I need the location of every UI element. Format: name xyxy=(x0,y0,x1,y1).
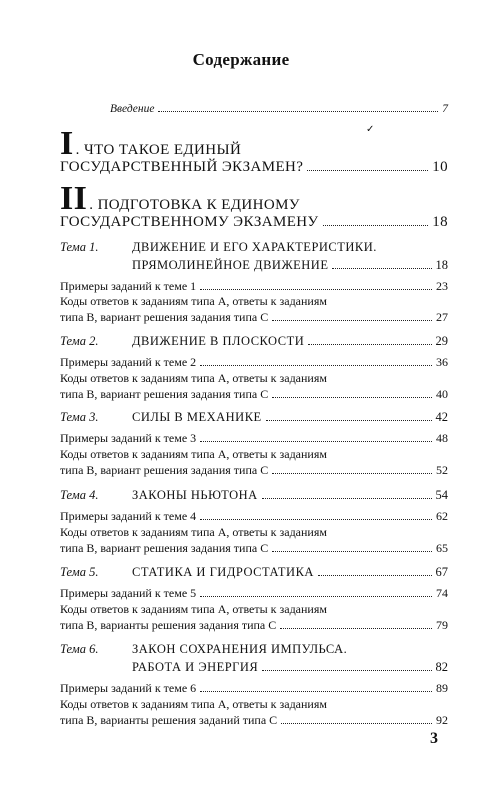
codes-label: типа В, вариант решения задания типа С xyxy=(60,463,269,477)
part2-line2: ГОСУДАРСТВЕННОМУ ЭКЗАМЕНУ xyxy=(60,214,319,230)
topic-page: 54 xyxy=(435,488,448,502)
topic-page: 67 xyxy=(435,565,448,579)
topic-5-codes-line1: Коды ответов к заданиям типа А, ответы к заданиям xyxy=(60,602,327,616)
topic-label: Тема 3. xyxy=(60,410,99,424)
examples-label: Примеры заданий к теме 2 xyxy=(60,355,197,369)
topic-5-examples xyxy=(60,586,448,601)
examples-page: 23 xyxy=(436,279,448,293)
dot-leader xyxy=(266,420,432,421)
topic-3-examples xyxy=(60,431,448,446)
examples-label: Примеры заданий к теме 4 xyxy=(60,509,197,523)
codes-label: типа В, вариант решения задания типа С xyxy=(60,541,269,555)
part1-page: 10 xyxy=(432,159,448,175)
examples-label: Примеры заданий к теме 1 xyxy=(60,279,197,293)
topic-2-entry xyxy=(60,334,448,349)
examples-page: 36 xyxy=(436,355,448,369)
page-number: 3 xyxy=(430,730,438,747)
topic-title-line1: ЗАКОН СОХРАНЕНИЯ ИМПУЛЬСА. xyxy=(132,642,348,656)
codes-label: типа В, вариант решения задания типа С xyxy=(60,387,269,401)
dot-leader xyxy=(272,551,432,552)
topic-title: СИЛЫ В МЕХАНИКЕ xyxy=(132,410,262,424)
examples-page: 62 xyxy=(436,509,448,523)
page-title: Содержание xyxy=(192,50,290,69)
toc-entry-intro xyxy=(110,103,448,115)
topic-6-heading xyxy=(60,642,347,657)
part1-line1: . ЧТО ТАКОЕ ЕДИНЫЙ xyxy=(75,142,242,158)
codes-label: типа В, вариант решения задания типа С xyxy=(60,310,269,324)
dot-leader xyxy=(308,344,431,345)
toc-entry-part2 xyxy=(60,214,448,231)
part1-line2: ГОСУДАРСТВЕННЫЙ ЭКЗАМЕН? xyxy=(60,159,304,175)
dot-leader xyxy=(200,365,432,366)
part1-roman: I xyxy=(60,125,74,162)
dot-leader xyxy=(262,670,431,671)
topic-1-heading xyxy=(60,240,377,255)
part2-page: 18 xyxy=(432,214,448,230)
topic-4-examples xyxy=(60,509,448,524)
topic-5-codes xyxy=(60,618,448,633)
topic-3-codes-line1: Коды ответов к заданиям типа А, ответы к заданиям xyxy=(60,447,327,461)
topic-1-codes xyxy=(60,310,448,325)
dot-leader xyxy=(200,441,432,442)
part2-roman: II xyxy=(60,180,88,217)
topic-2-examples xyxy=(60,355,448,370)
codes-page: 92 xyxy=(436,713,448,727)
topic-6-codes-line1: Коды ответов к заданиям типа А, ответы к заданиям xyxy=(60,697,327,711)
topic-label: Тема 6. xyxy=(60,642,99,656)
codes-page: 27 xyxy=(436,310,448,324)
topic-6-entry xyxy=(132,660,448,675)
codes-label: типа В, варианты решения заданий типа С xyxy=(60,713,278,727)
topic-5-entry xyxy=(60,565,448,580)
dot-leader xyxy=(318,575,432,576)
dot-leader xyxy=(200,596,432,597)
examples-label: Примеры заданий к теме 6 xyxy=(60,681,197,695)
dot-leader xyxy=(158,111,438,112)
dot-leader xyxy=(262,498,432,499)
examples-page: 89 xyxy=(436,681,448,695)
codes-page: 40 xyxy=(436,387,448,401)
topic-4-entry xyxy=(60,488,448,503)
toc-entry-part1 xyxy=(60,159,448,176)
examples-label: Примеры заданий к теме 3 xyxy=(60,431,197,445)
dot-leader xyxy=(332,268,431,269)
intro-page: 7 xyxy=(442,103,448,115)
topic-title: ЗАКОНЫ НЬЮТОНА xyxy=(132,488,258,502)
dot-leader xyxy=(307,170,428,171)
topic-2-codes xyxy=(60,387,448,402)
topic-3-codes xyxy=(60,463,448,478)
topic-label: Тема 5. xyxy=(60,565,99,579)
part1-heading xyxy=(60,127,241,161)
codes-page: 65 xyxy=(436,541,448,555)
topic-6-codes xyxy=(60,713,448,728)
topic-4-codes xyxy=(60,541,448,556)
topic-1-examples xyxy=(60,279,448,294)
topic-label: Тема 4. xyxy=(60,488,99,502)
topic-4-codes-line1: Коды ответов к заданиям типа А, ответы к заданиям xyxy=(60,525,327,539)
dot-leader xyxy=(200,289,432,290)
dot-leader xyxy=(280,628,432,629)
examples-page: 48 xyxy=(436,431,448,445)
topic-label: Тема 1. xyxy=(60,240,99,254)
part2-heading xyxy=(60,182,300,216)
topic-title-line2: РАБОТА И ЭНЕРГИЯ xyxy=(132,660,259,674)
codes-label: типа В, варианты решения задания типа С xyxy=(60,618,277,632)
dot-leader xyxy=(323,225,429,226)
examples-page: 74 xyxy=(436,586,448,600)
intro-label: Введение xyxy=(110,103,155,115)
topic-label: Тема 2. xyxy=(60,334,99,348)
topic-3-entry xyxy=(60,410,448,425)
topic-1-codes-line1: Коды ответов к заданиям типа А, ответы к заданиям xyxy=(60,294,327,308)
dot-leader xyxy=(272,397,432,398)
topic-6-examples xyxy=(60,681,448,696)
dot-leader xyxy=(200,519,432,520)
topic-title-line1: ДВИЖЕНИЕ И ЕГО ХАРАКТЕРИСТИКИ. xyxy=(132,240,377,254)
topic-page: 29 xyxy=(435,334,448,348)
dot-leader xyxy=(272,473,432,474)
topic-page: 42 xyxy=(435,410,448,424)
topic-title: СТАТИКА И ГИДРОСТАТИКА xyxy=(132,565,314,579)
topic-title-line2: ПРЯМОЛИНЕЙНОЕ ДВИЖЕНИЕ xyxy=(132,258,329,272)
examples-label: Примеры заданий к теме 5 xyxy=(60,586,197,600)
codes-page: 79 xyxy=(436,618,448,632)
topic-1-entry xyxy=(132,258,448,273)
dot-leader xyxy=(272,320,432,321)
part2-line1: . ПОДГОТОВКА К ЕДИНОМУ xyxy=(89,197,300,213)
topic-page: 82 xyxy=(435,660,448,674)
topic-2-codes-line1: Коды ответов к заданиям типа А, ответы к заданиям xyxy=(60,371,327,385)
stray-mark: ✓ xyxy=(366,124,375,135)
topic-title: ДВИЖЕНИЕ В ПЛОСКОСТИ xyxy=(132,334,305,348)
topic-page: 18 xyxy=(435,258,448,272)
dot-leader xyxy=(281,723,432,724)
dot-leader xyxy=(200,691,432,692)
codes-page: 52 xyxy=(436,463,448,477)
